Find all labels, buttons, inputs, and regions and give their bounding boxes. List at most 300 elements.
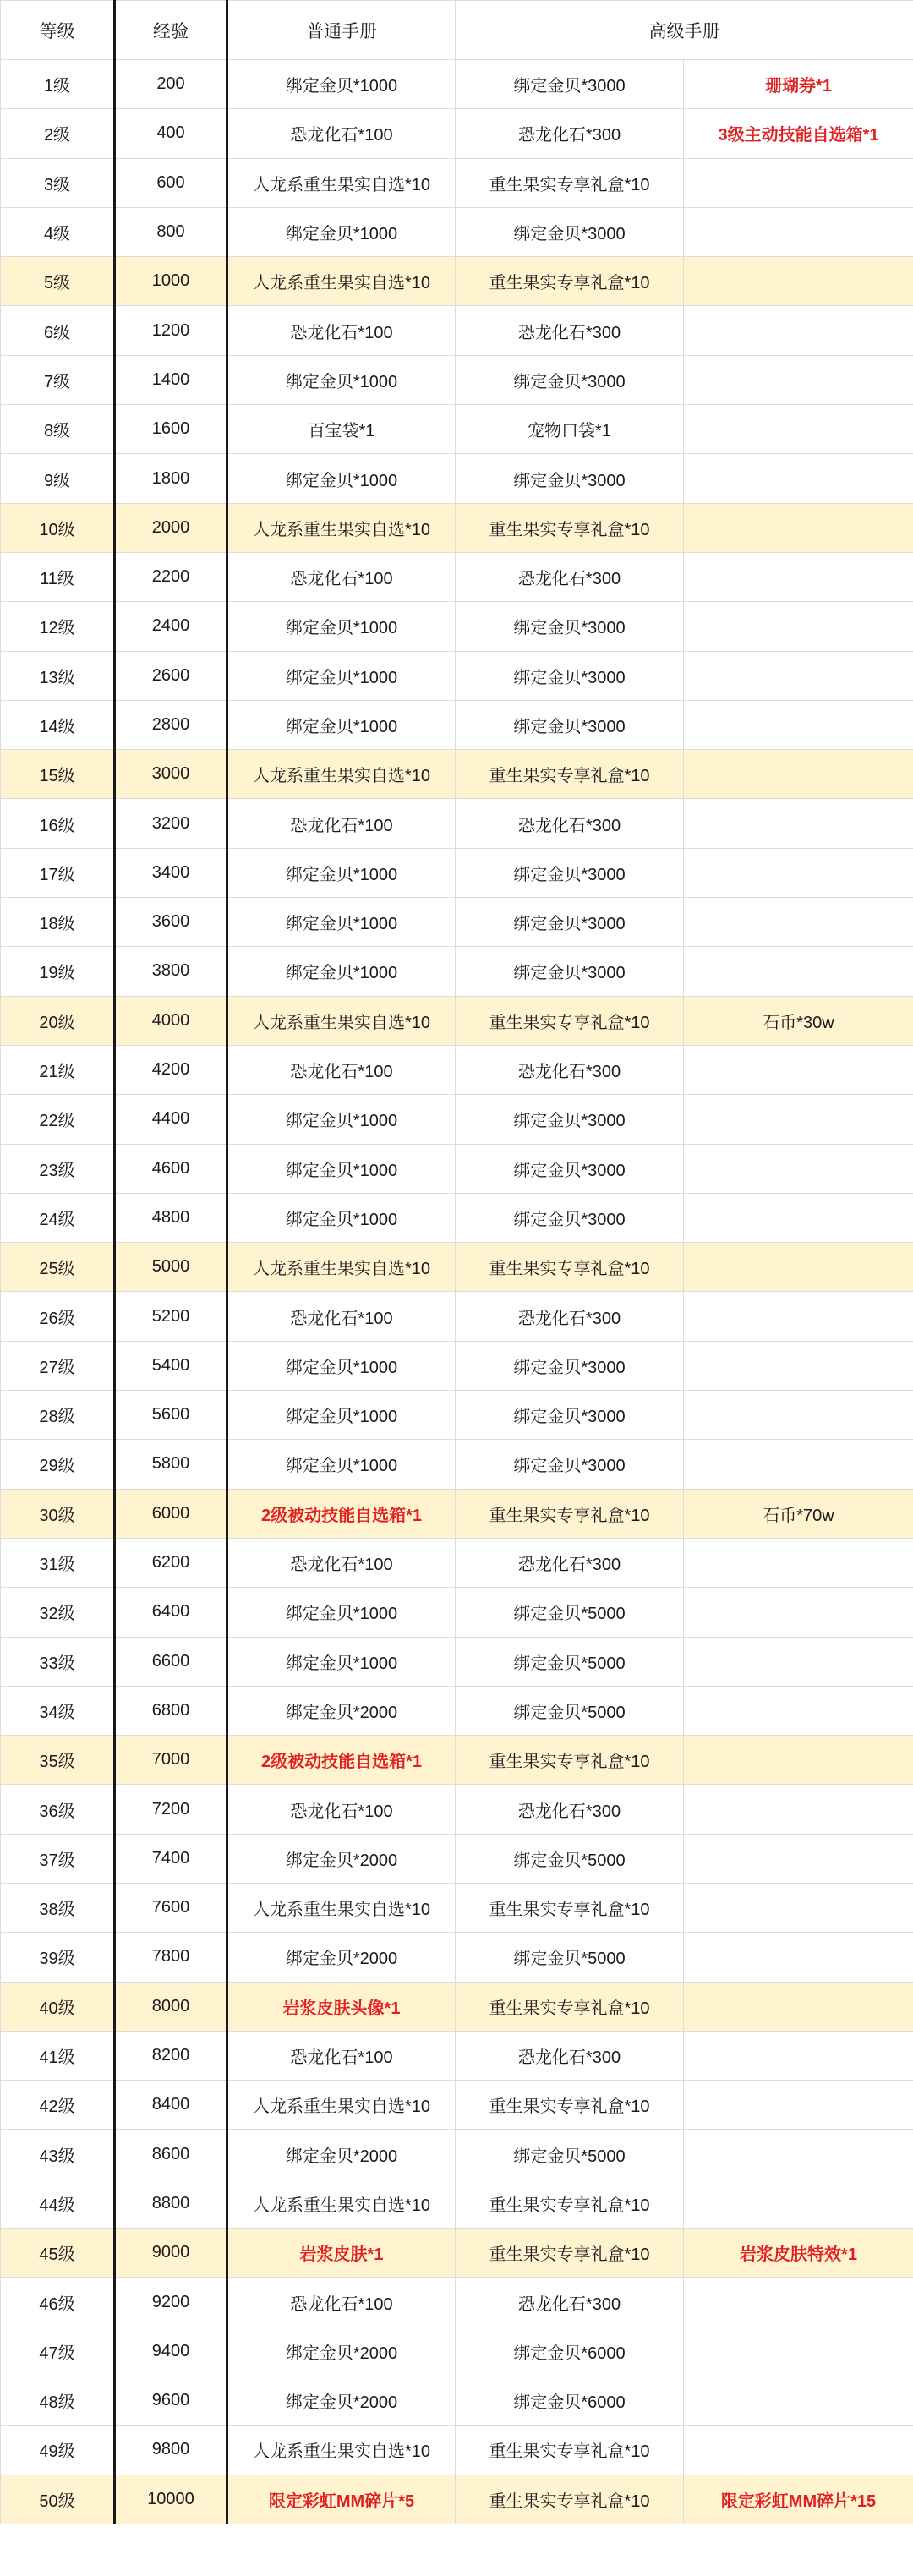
table-row — [1, 2327, 913, 2376]
exp-cell: 2800 — [115, 700, 227, 749]
level-cell: 40级 — [1, 1982, 115, 2031]
level-cell: 5级 — [1, 257, 115, 306]
level-cell: 41级 — [1, 2031, 115, 2080]
exp-cell: 200 — [115, 60, 227, 109]
advanced-bonus-cell — [684, 700, 913, 749]
header-advanced-manual: 高级手册 — [456, 1, 913, 60]
normal-reward-cell: 岩浆皮肤*1 — [227, 2229, 456, 2278]
normal-reward-cell: 人龙系重生果实自选*10 — [227, 2179, 456, 2228]
exp-cell: 8800 — [115, 2179, 227, 2228]
exp-cell: 7600 — [115, 1883, 227, 1932]
exp-cell: 7000 — [115, 1736, 227, 1785]
exp-cell: 3000 — [115, 750, 227, 799]
exp-cell: 7200 — [115, 1785, 227, 1834]
advanced-bonus-cell — [684, 1883, 913, 1932]
advanced-reward-cell: 重生果实专享礼盒*10 — [456, 503, 684, 552]
table-row — [1, 2081, 913, 2130]
advanced-reward-cell: 绑定金贝*3000 — [456, 898, 684, 947]
advanced-reward-cell: 绑定金贝*3000 — [456, 1193, 684, 1242]
advanced-reward-cell: 绑定金贝*3000 — [456, 1095, 684, 1144]
level-cell: 18级 — [1, 898, 115, 947]
exp-cell: 1200 — [115, 306, 227, 355]
normal-reward-cell: 恐龙化石*100 — [227, 552, 456, 601]
level-cell: 3级 — [1, 158, 115, 207]
normal-reward-cell: 绑定金贝*1000 — [227, 947, 456, 996]
level-cell: 15级 — [1, 750, 115, 799]
table-row — [1, 799, 913, 848]
table-row — [1, 1933, 913, 1982]
advanced-bonus-cell — [684, 1933, 913, 1982]
level-cell: 16级 — [1, 799, 115, 848]
table-row — [1, 1686, 913, 1735]
advanced-bonus-cell: 珊瑚券*1 — [684, 60, 913, 109]
advanced-bonus-cell — [684, 1538, 913, 1587]
exp-cell: 4400 — [115, 1095, 227, 1144]
advanced-reward-cell: 绑定金贝*3000 — [456, 1341, 684, 1390]
level-cell: 50级 — [1, 2475, 115, 2524]
normal-reward-cell: 恐龙化石*100 — [227, 1785, 456, 1834]
advanced-reward-cell: 重生果实专享礼盒*10 — [456, 2426, 684, 2475]
table-row — [1, 1292, 913, 1341]
table-row — [1, 700, 913, 749]
table-row — [1, 1243, 913, 1292]
advanced-reward-cell: 重生果实专享礼盒*10 — [456, 2475, 684, 2524]
level-cell: 27级 — [1, 1341, 115, 1390]
header-exp: 经验 — [115, 1, 227, 60]
exp-cell: 5000 — [115, 1243, 227, 1292]
advanced-reward-cell: 绑定金贝*3000 — [456, 60, 684, 109]
table-row — [1, 454, 913, 503]
level-cell: 20级 — [1, 996, 115, 1045]
table-row — [1, 306, 913, 355]
advanced-bonus-cell — [684, 1440, 913, 1489]
level-cell: 34级 — [1, 1686, 115, 1735]
advanced-reward-cell: 绑定金贝*5000 — [456, 2130, 684, 2179]
exp-cell: 2000 — [115, 503, 227, 552]
level-cell: 17级 — [1, 848, 115, 897]
advanced-bonus-cell — [684, 1243, 913, 1292]
advanced-bonus-cell — [684, 306, 913, 355]
table-row — [1, 1193, 913, 1242]
exp-cell: 9400 — [115, 2327, 227, 2376]
exp-cell: 2200 — [115, 552, 227, 601]
table-row — [1, 1489, 913, 1538]
advanced-bonus-cell — [684, 651, 913, 700]
table-row — [1, 2278, 913, 2327]
level-cell: 36级 — [1, 1785, 115, 1834]
exp-cell: 600 — [115, 158, 227, 207]
normal-reward-cell: 绑定金贝*2000 — [227, 2130, 456, 2179]
exp-cell: 4600 — [115, 1144, 227, 1193]
table-row — [1, 1982, 913, 2031]
table-row — [1, 1440, 913, 1489]
exp-cell: 5600 — [115, 1391, 227, 1440]
advanced-reward-cell: 绑定金贝*3000 — [456, 1144, 684, 1193]
exp-cell: 6400 — [115, 1588, 227, 1637]
advanced-reward-cell: 绑定金贝*5000 — [456, 1933, 684, 1982]
advanced-bonus-cell — [684, 1292, 913, 1341]
level-cell: 23级 — [1, 1144, 115, 1193]
normal-reward-cell: 人龙系重生果实自选*10 — [227, 1243, 456, 1292]
exp-cell: 1600 — [115, 405, 227, 454]
advanced-reward-cell: 宠物口袋*1 — [456, 405, 684, 454]
advanced-reward-cell: 恐龙化石*300 — [456, 1785, 684, 1834]
exp-cell: 10000 — [115, 2475, 227, 2524]
normal-reward-cell: 绑定金贝*1000 — [227, 355, 456, 404]
level-cell: 13级 — [1, 651, 115, 700]
advanced-bonus-cell — [684, 848, 913, 897]
table-row — [1, 257, 913, 306]
advanced-reward-cell: 绑定金贝*3000 — [456, 700, 684, 749]
level-cell: 48级 — [1, 2376, 115, 2425]
level-cell: 29级 — [1, 1440, 115, 1489]
table-row — [1, 1883, 913, 1932]
table-row — [1, 1391, 913, 1440]
level-cell: 12级 — [1, 602, 115, 651]
advanced-bonus-cell — [684, 1982, 913, 2031]
table-header-row — [1, 1, 913, 60]
normal-reward-cell: 人龙系重生果实自选*10 — [227, 750, 456, 799]
level-cell: 2级 — [1, 109, 115, 158]
exp-cell: 8000 — [115, 1982, 227, 2031]
table-row — [1, 355, 913, 404]
table-row — [1, 2426, 913, 2475]
level-cell: 42级 — [1, 2081, 115, 2130]
level-cell: 7级 — [1, 355, 115, 404]
table-row — [1, 1045, 913, 1094]
normal-reward-cell: 绑定金贝*1000 — [227, 1637, 456, 1686]
table-row — [1, 60, 913, 109]
advanced-bonus-cell — [684, 2278, 913, 2327]
advanced-bonus-cell — [684, 454, 913, 503]
normal-reward-cell: 绑定金贝*2000 — [227, 2327, 456, 2376]
advanced-reward-cell: 恐龙化石*300 — [456, 109, 684, 158]
level-cell: 11级 — [1, 552, 115, 601]
advanced-reward-cell: 绑定金贝*3000 — [456, 355, 684, 404]
advanced-bonus-cell — [684, 1045, 913, 1094]
normal-reward-cell: 恐龙化石*100 — [227, 1292, 456, 1341]
normal-reward-cell: 绑定金贝*2000 — [227, 1933, 456, 1982]
level-cell: 6级 — [1, 306, 115, 355]
exp-cell: 7400 — [115, 1834, 227, 1883]
exp-cell: 9600 — [115, 2376, 227, 2425]
normal-reward-cell: 人龙系重生果实自选*10 — [227, 503, 456, 552]
normal-reward-cell: 绑定金贝*1000 — [227, 454, 456, 503]
advanced-reward-cell: 恐龙化石*300 — [456, 306, 684, 355]
advanced-bonus-cell — [684, 257, 913, 306]
advanced-bonus-cell — [684, 405, 913, 454]
advanced-bonus-cell — [684, 2376, 913, 2425]
advanced-bonus-cell — [684, 1637, 913, 1686]
normal-reward-cell: 恐龙化石*100 — [227, 2278, 456, 2327]
exp-cell: 6000 — [115, 1489, 227, 1538]
table-row — [1, 552, 913, 601]
exp-cell: 6800 — [115, 1686, 227, 1735]
level-cell: 37级 — [1, 1834, 115, 1883]
level-cell: 47级 — [1, 2327, 115, 2376]
advanced-bonus-cell — [684, 2426, 913, 2475]
normal-reward-cell: 人龙系重生果实自选*10 — [227, 1883, 456, 1932]
exp-cell: 4000 — [115, 996, 227, 1045]
advanced-reward-cell: 恐龙化石*300 — [456, 2031, 684, 2080]
table-row — [1, 1785, 913, 1834]
normal-reward-cell: 恐龙化石*100 — [227, 1045, 456, 1094]
exp-cell: 8200 — [115, 2031, 227, 2080]
advanced-reward-cell: 绑定金贝*5000 — [456, 1834, 684, 1883]
advanced-bonus-cell: 限定彩虹MM碎片*15 — [684, 2475, 913, 2524]
header-level: 等级 — [1, 1, 115, 60]
table-row — [1, 1736, 913, 1785]
advanced-bonus-cell — [684, 1341, 913, 1390]
normal-reward-cell: 绑定金贝*1000 — [227, 207, 456, 256]
exp-cell: 8600 — [115, 2130, 227, 2179]
exp-cell: 4800 — [115, 1193, 227, 1242]
advanced-bonus-cell — [684, 750, 913, 799]
level-cell: 35级 — [1, 1736, 115, 1785]
advanced-reward-cell: 绑定金贝*3000 — [456, 651, 684, 700]
advanced-reward-cell: 绑定金贝*3000 — [456, 1440, 684, 1489]
normal-reward-cell: 恐龙化石*100 — [227, 799, 456, 848]
advanced-reward-cell: 恐龙化石*300 — [456, 1292, 684, 1341]
table-row — [1, 1588, 913, 1637]
table-row — [1, 2475, 913, 2524]
level-cell: 14级 — [1, 700, 115, 749]
advanced-bonus-cell — [684, 2179, 913, 2228]
exp-cell: 1800 — [115, 454, 227, 503]
advanced-reward-cell: 绑定金贝*5000 — [456, 1686, 684, 1735]
table-row — [1, 996, 913, 1045]
level-cell: 22级 — [1, 1095, 115, 1144]
normal-reward-cell: 绑定金贝*1000 — [227, 1588, 456, 1637]
advanced-bonus-cell — [684, 1834, 913, 1883]
level-cell: 1级 — [1, 60, 115, 109]
table-row — [1, 602, 913, 651]
advanced-bonus-cell — [684, 1686, 913, 1735]
advanced-reward-cell: 绑定金贝*3000 — [456, 207, 684, 256]
level-cell: 31级 — [1, 1538, 115, 1587]
exp-cell: 9800 — [115, 2426, 227, 2475]
normal-reward-cell: 限定彩虹MM碎片*5 — [227, 2475, 456, 2524]
normal-reward-cell: 人龙系重生果实自选*10 — [227, 996, 456, 1045]
exp-cell: 3600 — [115, 898, 227, 947]
table-row — [1, 947, 913, 996]
normal-reward-cell: 绑定金贝*2000 — [227, 1686, 456, 1735]
table-row — [1, 848, 913, 897]
table-row — [1, 2031, 913, 2080]
advanced-bonus-cell — [684, 1193, 913, 1242]
normal-reward-cell: 绑定金贝*1000 — [227, 700, 456, 749]
exp-cell: 5200 — [115, 1292, 227, 1341]
advanced-reward-cell: 恐龙化石*300 — [456, 1538, 684, 1587]
normal-reward-cell: 绑定金贝*1000 — [227, 848, 456, 897]
advanced-reward-cell: 重生果实专享礼盒*10 — [456, 257, 684, 306]
advanced-reward-cell: 绑定金贝*3000 — [456, 947, 684, 996]
level-cell: 45级 — [1, 2229, 115, 2278]
table-row — [1, 2376, 913, 2425]
advanced-reward-cell: 重生果实专享礼盒*10 — [456, 996, 684, 1045]
advanced-bonus-cell — [684, 552, 913, 601]
advanced-bonus-cell — [684, 602, 913, 651]
exp-cell: 4200 — [115, 1045, 227, 1094]
normal-reward-cell: 人龙系重生果实自选*10 — [227, 2426, 456, 2475]
advanced-reward-cell: 恐龙化石*300 — [456, 2278, 684, 2327]
normal-reward-cell: 岩浆皮肤头像*1 — [227, 1982, 456, 2031]
table-row — [1, 109, 913, 158]
level-cell: 10级 — [1, 503, 115, 552]
advanced-reward-cell: 重生果实专享礼盒*10 — [456, 750, 684, 799]
table-row — [1, 898, 913, 947]
normal-reward-cell: 绑定金贝*1000 — [227, 651, 456, 700]
table-row — [1, 158, 913, 207]
advanced-reward-cell: 重生果实专享礼盒*10 — [456, 2179, 684, 2228]
advanced-reward-cell: 重生果实专享礼盒*10 — [456, 2229, 684, 2278]
table-row — [1, 1341, 913, 1390]
table-row — [1, 405, 913, 454]
advanced-bonus-cell — [684, 1391, 913, 1440]
level-cell: 9级 — [1, 454, 115, 503]
normal-reward-cell: 绑定金贝*1000 — [227, 1341, 456, 1390]
advanced-bonus-cell: 石币*70w — [684, 1489, 913, 1538]
advanced-bonus-cell: 3级主动技能自选箱*1 — [684, 109, 913, 158]
table-body — [1, 60, 913, 2524]
exp-cell: 5400 — [115, 1341, 227, 1390]
advanced-reward-cell: 绑定金贝*3000 — [456, 848, 684, 897]
level-cell: 8级 — [1, 405, 115, 454]
level-cell: 32级 — [1, 1588, 115, 1637]
exp-cell: 1000 — [115, 257, 227, 306]
exp-cell: 2600 — [115, 651, 227, 700]
normal-reward-cell: 绑定金贝*1000 — [227, 1095, 456, 1144]
advanced-reward-cell: 重生果实专享礼盒*10 — [456, 1883, 684, 1932]
advanced-reward-cell: 重生果实专享礼盒*10 — [456, 1736, 684, 1785]
normal-reward-cell: 绑定金贝*2000 — [227, 2376, 456, 2425]
level-cell: 30级 — [1, 1489, 115, 1538]
advanced-bonus-cell — [684, 898, 913, 947]
exp-cell: 1400 — [115, 355, 227, 404]
table-row — [1, 2229, 913, 2278]
exp-cell: 6200 — [115, 1538, 227, 1587]
level-cell: 26级 — [1, 1292, 115, 1341]
normal-reward-cell: 绑定金贝*2000 — [227, 1834, 456, 1883]
advanced-reward-cell: 绑定金贝*5000 — [456, 1588, 684, 1637]
level-cell: 28级 — [1, 1391, 115, 1440]
advanced-reward-cell: 恐龙化石*300 — [456, 552, 684, 601]
table-row — [1, 1538, 913, 1587]
table-row — [1, 2179, 913, 2228]
normal-reward-cell: 恐龙化石*100 — [227, 2031, 456, 2080]
level-cell: 19级 — [1, 947, 115, 996]
advanced-reward-cell: 恐龙化石*300 — [456, 799, 684, 848]
table-row — [1, 1834, 913, 1883]
normal-reward-cell: 人龙系重生果实自选*10 — [227, 2081, 456, 2130]
table-row — [1, 1095, 913, 1144]
advanced-reward-cell: 绑定金贝*6000 — [456, 2376, 684, 2425]
normal-reward-cell: 人龙系重生果实自选*10 — [227, 158, 456, 207]
advanced-bonus-cell — [684, 1736, 913, 1785]
exp-cell: 9200 — [115, 2278, 227, 2327]
level-cell: 4级 — [1, 207, 115, 256]
advanced-bonus-cell — [684, 1785, 913, 1834]
advanced-bonus-cell — [684, 2130, 913, 2179]
normal-reward-cell: 绑定金贝*1000 — [227, 1144, 456, 1193]
table-row — [1, 503, 913, 552]
header-normal-manual: 普通手册 — [227, 1, 456, 60]
table-row — [1, 1144, 913, 1193]
advanced-bonus-cell — [684, 947, 913, 996]
advanced-bonus-cell — [684, 1588, 913, 1637]
level-cell: 46级 — [1, 2278, 115, 2327]
normal-reward-cell: 恐龙化石*100 — [227, 306, 456, 355]
advanced-reward-cell: 重生果实专享礼盒*10 — [456, 2081, 684, 2130]
level-cell: 44级 — [1, 2179, 115, 2228]
exp-cell: 800 — [115, 207, 227, 256]
normal-reward-cell: 绑定金贝*1000 — [227, 602, 456, 651]
exp-cell: 7800 — [115, 1933, 227, 1982]
exp-cell: 3200 — [115, 799, 227, 848]
advanced-reward-cell: 绑定金贝*6000 — [456, 2327, 684, 2376]
advanced-bonus-cell — [684, 1144, 913, 1193]
advanced-reward-cell: 重生果实专享礼盒*10 — [456, 1243, 684, 1292]
advanced-reward-cell: 绑定金贝*5000 — [456, 1637, 684, 1686]
level-cell: 39级 — [1, 1933, 115, 1982]
level-cell: 38级 — [1, 1883, 115, 1932]
table-row — [1, 1637, 913, 1686]
level-cell: 25级 — [1, 1243, 115, 1292]
advanced-bonus-cell — [684, 799, 913, 848]
normal-reward-cell: 恐龙化石*100 — [227, 1538, 456, 1587]
level-cell: 43级 — [1, 2130, 115, 2179]
exp-cell: 9000 — [115, 2229, 227, 2278]
normal-reward-cell: 绑定金贝*1000 — [227, 1193, 456, 1242]
normal-reward-cell: 百宝袋*1 — [227, 405, 456, 454]
advanced-reward-cell: 绑定金贝*3000 — [456, 1391, 684, 1440]
exp-cell: 3400 — [115, 848, 227, 897]
exp-cell: 400 — [115, 109, 227, 158]
advanced-reward-cell: 重生果实专享礼盒*10 — [456, 1489, 684, 1538]
exp-cell: 3800 — [115, 947, 227, 996]
exp-cell: 5800 — [115, 1440, 227, 1489]
exp-cell: 2400 — [115, 602, 227, 651]
advanced-reward-cell: 绑定金贝*3000 — [456, 454, 684, 503]
normal-reward-cell: 绑定金贝*1000 — [227, 898, 456, 947]
normal-reward-cell: 绑定金贝*1000 — [227, 60, 456, 109]
normal-reward-cell: 人龙系重生果实自选*10 — [227, 257, 456, 306]
level-cell: 24级 — [1, 1193, 115, 1242]
normal-reward-cell: 2级被动技能自选箱*1 — [227, 1736, 456, 1785]
table-row — [1, 750, 913, 799]
exp-cell: 8400 — [115, 2081, 227, 2130]
normal-reward-cell: 恐龙化石*100 — [227, 109, 456, 158]
table-row — [1, 207, 913, 256]
advanced-bonus-cell — [684, 1095, 913, 1144]
advanced-bonus-cell — [684, 355, 913, 404]
advanced-reward-cell: 重生果实专享礼盒*10 — [456, 1982, 684, 2031]
level-cell: 21级 — [1, 1045, 115, 1094]
normal-reward-cell: 绑定金贝*1000 — [227, 1440, 456, 1489]
advanced-reward-cell: 重生果实专享礼盒*10 — [456, 158, 684, 207]
level-cell: 49级 — [1, 2426, 115, 2475]
table-row — [1, 651, 913, 700]
advanced-bonus-cell — [684, 2327, 913, 2376]
advanced-bonus-cell: 岩浆皮肤特效*1 — [684, 2229, 913, 2278]
advanced-bonus-cell: 石币*30w — [684, 996, 913, 1045]
advanced-bonus-cell — [684, 2081, 913, 2130]
advanced-reward-cell: 恐龙化石*300 — [456, 1045, 684, 1094]
advanced-reward-cell: 绑定金贝*3000 — [456, 602, 684, 651]
advanced-bonus-cell — [684, 2031, 913, 2080]
table-row — [1, 2130, 913, 2179]
advanced-bonus-cell — [684, 207, 913, 256]
